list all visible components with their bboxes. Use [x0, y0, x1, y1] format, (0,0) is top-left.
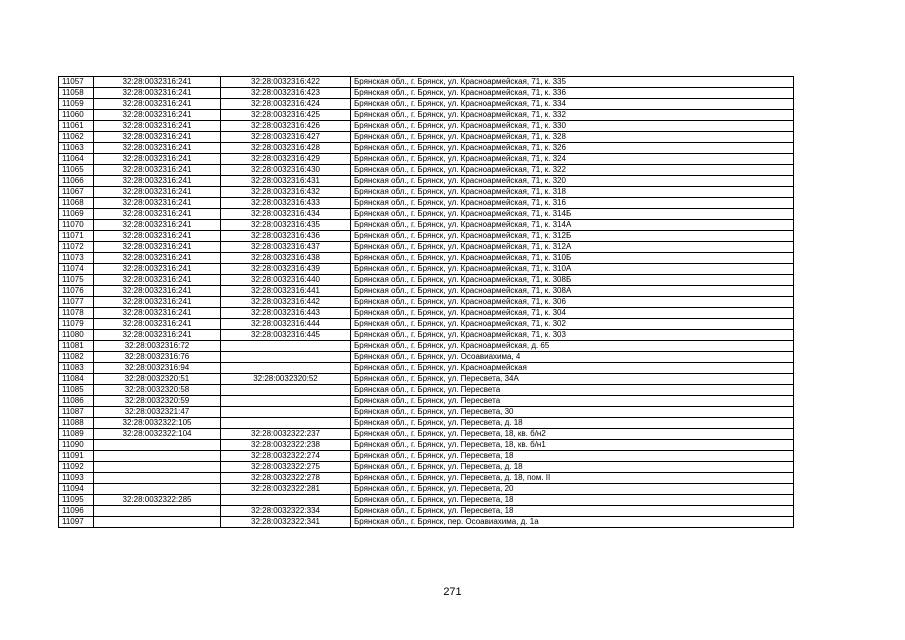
parcel-number-cell: 32:28:0032320:51 — [94, 374, 221, 385]
address-cell: Брянская обл., г. Брянск, ул. Пересвета, 18, кв. б/н1 — [351, 440, 794, 451]
row-number-cell: 11067 — [59, 187, 94, 198]
address-cell: Брянская обл., г. Брянск, ул. Осоавиахима, 4 — [351, 352, 794, 363]
parcel-number-cell: 32:28:0032316:94 — [94, 363, 221, 374]
row-number-cell: 11086 — [59, 396, 94, 407]
table-row — [59, 121, 794, 132]
parcel-number-cell: 32:28:0032316:241 — [94, 154, 221, 165]
row-number-cell: 11069 — [59, 209, 94, 220]
object-number-cell — [221, 495, 351, 506]
row-number-cell: 11075 — [59, 275, 94, 286]
parcel-number-cell: 32:28:0032316:241 — [94, 220, 221, 231]
address-cell: Брянская обл., г. Брянск, ул. Пересвета, 20 — [351, 484, 794, 495]
parcel-number-cell: 32:28:0032316:241 — [94, 319, 221, 330]
parcel-number-cell: 32:28:0032316:241 — [94, 264, 221, 275]
parcel-number-cell: 32:28:0032316:241 — [94, 187, 221, 198]
object-number-cell: 32:28:0032316:424 — [221, 99, 351, 110]
object-number-cell: 32:28:0032316:429 — [221, 154, 351, 165]
parcel-number-cell: 32:28:0032316:241 — [94, 297, 221, 308]
table-row — [59, 517, 794, 528]
address-cell: Брянская обл., г. Брянск, ул. Красноармейская, 71, к. 306 — [351, 297, 794, 308]
parcel-number-cell — [94, 473, 221, 484]
object-number-cell: 32:28:0032316:434 — [221, 209, 351, 220]
row-number-cell: 11065 — [59, 165, 94, 176]
table-row — [59, 506, 794, 517]
object-number-cell — [221, 396, 351, 407]
cadastral-table — [58, 76, 794, 528]
object-number-cell: 32:28:0032316:442 — [221, 297, 351, 308]
row-number-cell: 11080 — [59, 330, 94, 341]
object-number-cell: 32:28:0032316:438 — [221, 253, 351, 264]
row-number-cell: 11079 — [59, 319, 94, 330]
row-number-cell: 11090 — [59, 440, 94, 451]
parcel-number-cell: 32:28:0032316:241 — [94, 231, 221, 242]
row-number-cell: 11061 — [59, 121, 94, 132]
address-cell: Брянская обл., г. Брянск, ул. Красноармейская, 71, к. 310А — [351, 264, 794, 275]
table-row — [59, 220, 794, 231]
object-number-cell: 32:28:0032322:278 — [221, 473, 351, 484]
row-number-cell: 11073 — [59, 253, 94, 264]
parcel-number-cell — [94, 451, 221, 462]
table-row — [59, 110, 794, 121]
address-cell: Брянская обл., г. Брянск, ул. Красноармейская, 71, к. 310Б — [351, 253, 794, 264]
parcel-number-cell — [94, 462, 221, 473]
parcel-number-cell: 32:28:0032316:241 — [94, 132, 221, 143]
table-row — [59, 231, 794, 242]
parcel-number-cell: 32:28:0032316:241 — [94, 99, 221, 110]
address-cell: Брянская обл., г. Брянск, ул. Красноармейская, 71, к. 320 — [351, 176, 794, 187]
object-number-cell: 32:28:0032322:274 — [221, 451, 351, 462]
row-number-cell: 11094 — [59, 484, 94, 495]
object-number-cell — [221, 352, 351, 363]
table-row — [59, 440, 794, 451]
table-row — [59, 385, 794, 396]
address-cell: Брянская обл., г. Брянск, ул. Красноармейская, 71, к. 302 — [351, 319, 794, 330]
parcel-number-cell: 32:28:0032320:59 — [94, 396, 221, 407]
parcel-number-cell: 32:28:0032322:105 — [94, 418, 221, 429]
parcel-number-cell: 32:28:0032316:241 — [94, 198, 221, 209]
parcel-number-cell: 32:28:0032316:241 — [94, 253, 221, 264]
parcel-number-cell: 32:28:0032322:104 — [94, 429, 221, 440]
address-cell: Брянская обл., г. Брянск, ул. Пересвета, 30 — [351, 407, 794, 418]
table-row — [59, 396, 794, 407]
table-row — [59, 165, 794, 176]
object-number-cell: 32:28:0032316:422 — [221, 77, 351, 88]
object-number-cell: 32:28:0032316:445 — [221, 330, 351, 341]
row-number-cell: 11064 — [59, 154, 94, 165]
address-cell: Брянская обл., г. Брянск, ул. Пересвета, 18 — [351, 451, 794, 462]
table-row — [59, 429, 794, 440]
table-row — [59, 451, 794, 462]
object-number-cell: 32:28:0032316:439 — [221, 264, 351, 275]
address-cell: Брянская обл., г. Брянск, пер. Осоавиахима, д. 1а — [351, 517, 794, 528]
object-number-cell: 32:28:0032316:444 — [221, 319, 351, 330]
object-number-cell: 32:28:0032316:435 — [221, 220, 351, 231]
object-number-cell: 32:28:0032316:430 — [221, 165, 351, 176]
row-number-cell: 11058 — [59, 88, 94, 99]
object-number-cell: 32:28:0032322:334 — [221, 506, 351, 517]
object-number-cell: 32:28:0032322:341 — [221, 517, 351, 528]
table-row — [59, 407, 794, 418]
table-row — [59, 99, 794, 110]
address-cell: Брянская обл., г. Брянск, ул. Пересвета, 34А — [351, 374, 794, 385]
address-cell: Брянская обл., г. Брянск, ул. Красноармейская, д. 65 — [351, 341, 794, 352]
address-cell: Брянская обл., г. Брянск, ул. Красноармейская, 71, к. 328 — [351, 132, 794, 143]
address-cell: Брянская обл., г. Брянск, ул. Красноармейская, 71, к. 335 — [351, 77, 794, 88]
object-number-cell — [221, 363, 351, 374]
address-cell: Брянская обл., г. Брянск, ул. Красноармейская, 71, к. 326 — [351, 143, 794, 154]
row-number-cell: 11068 — [59, 198, 94, 209]
parcel-number-cell: 32:28:0032316:241 — [94, 330, 221, 341]
object-number-cell: 32:28:0032316:426 — [221, 121, 351, 132]
parcel-number-cell: 32:28:0032316:241 — [94, 209, 221, 220]
row-number-cell: 11097 — [59, 517, 94, 528]
row-number-cell: 11078 — [59, 308, 94, 319]
parcel-number-cell: 32:28:0032316:241 — [94, 143, 221, 154]
table-row — [59, 198, 794, 209]
table-row — [59, 77, 794, 88]
table-row — [59, 495, 794, 506]
object-number-cell: 32:28:0032322:275 — [221, 462, 351, 473]
address-cell: Брянская обл., г. Брянск, ул. Красноармейская, 71, к. 308А — [351, 286, 794, 297]
table-row — [59, 143, 794, 154]
table-row — [59, 88, 794, 99]
object-number-cell: 32:28:0032316:443 — [221, 308, 351, 319]
address-cell: Брянская обл., г. Брянск, ул. Красноармейская, 71, к. 330 — [351, 121, 794, 132]
table-row — [59, 363, 794, 374]
object-number-cell: 32:28:0032316:437 — [221, 242, 351, 253]
row-number-cell: 11087 — [59, 407, 94, 418]
object-number-cell: 32:28:0032316:431 — [221, 176, 351, 187]
address-cell: Брянская обл., г. Брянск, ул. Красноармейская, 71, к. 332 — [351, 110, 794, 121]
parcel-number-cell: 32:28:0032316:241 — [94, 242, 221, 253]
row-number-cell: 11093 — [59, 473, 94, 484]
address-cell: Брянская обл., г. Брянск, ул. Пересвета, д. 18 — [351, 462, 794, 473]
row-number-cell: 11096 — [59, 506, 94, 517]
parcel-number-cell: 32:28:0032316:241 — [94, 110, 221, 121]
table-row — [59, 286, 794, 297]
table-row — [59, 253, 794, 264]
address-cell: Брянская обл., г. Брянск, ул. Красноармейская, 71, к. 314А — [351, 220, 794, 231]
object-number-cell: 32:28:0032316:432 — [221, 187, 351, 198]
table-row — [59, 484, 794, 495]
table-row — [59, 341, 794, 352]
address-cell: Брянская обл., г. Брянск, ул. Красноармейская, 71, к. 316 — [351, 198, 794, 209]
table-row — [59, 374, 794, 385]
table-row — [59, 352, 794, 363]
address-cell: Брянская обл., г. Брянск, ул. Красноармейская, 71, к. 312Б — [351, 231, 794, 242]
object-number-cell: 32:28:0032316:428 — [221, 143, 351, 154]
parcel-number-cell — [94, 517, 221, 528]
parcel-number-cell: 32:28:0032316:241 — [94, 88, 221, 99]
row-number-cell: 11088 — [59, 418, 94, 429]
table-row — [59, 473, 794, 484]
address-cell: Брянская обл., г. Брянск, ул. Красноармейская, 71, к. 322 — [351, 165, 794, 176]
row-number-cell: 11083 — [59, 363, 94, 374]
row-number-cell: 11095 — [59, 495, 94, 506]
row-number-cell: 11092 — [59, 462, 94, 473]
object-number-cell: 32:28:0032316:433 — [221, 198, 351, 209]
object-number-cell — [221, 341, 351, 352]
row-number-cell: 11059 — [59, 99, 94, 110]
table-row — [59, 209, 794, 220]
row-number-cell: 11085 — [59, 385, 94, 396]
table-row — [59, 297, 794, 308]
address-cell: Брянская обл., г. Брянск, ул. Пересвета, 18 — [351, 495, 794, 506]
table-body — [59, 77, 794, 528]
object-number-cell: 32:28:0032320:52 — [221, 374, 351, 385]
table-row — [59, 132, 794, 143]
table-row — [59, 187, 794, 198]
address-cell: Брянская обл., г. Брянск, ул. Красноармейская, 71, к. 314Б — [351, 209, 794, 220]
object-number-cell — [221, 407, 351, 418]
parcel-number-cell: 32:28:0032316:241 — [94, 286, 221, 297]
parcel-number-cell: 32:28:0032316:241 — [94, 121, 221, 132]
parcel-number-cell: 32:28:0032316:241 — [94, 165, 221, 176]
parcel-number-cell — [94, 440, 221, 451]
row-number-cell: 11071 — [59, 231, 94, 242]
table-row — [59, 418, 794, 429]
row-number-cell: 11081 — [59, 341, 94, 352]
row-number-cell: 11066 — [59, 176, 94, 187]
parcel-number-cell: 32:28:0032321:47 — [94, 407, 221, 418]
address-cell: Брянская обл., г. Брянск, ул. Красноармейская — [351, 363, 794, 374]
row-number-cell: 11070 — [59, 220, 94, 231]
row-number-cell: 11077 — [59, 297, 94, 308]
table-row — [59, 154, 794, 165]
table-row — [59, 264, 794, 275]
parcel-number-cell — [94, 484, 221, 495]
row-number-cell: 11063 — [59, 143, 94, 154]
table-row — [59, 319, 794, 330]
address-cell: Брянская обл., г. Брянск, ул. Пересвета, 18 — [351, 506, 794, 517]
table-row — [59, 462, 794, 473]
object-number-cell: 32:28:0032316:440 — [221, 275, 351, 286]
parcel-number-cell: 32:28:0032322:285 — [94, 495, 221, 506]
table-row — [59, 275, 794, 286]
address-cell: Брянская обл., г. Брянск, ул. Красноармейская, 71, к. 336 — [351, 88, 794, 99]
address-cell: Брянская обл., г. Брянск, ул. Красноармейская, 71, к. 303 — [351, 330, 794, 341]
object-number-cell: 32:28:0032316:425 — [221, 110, 351, 121]
parcel-number-cell: 32:28:0032320:58 — [94, 385, 221, 396]
table-row — [59, 242, 794, 253]
parcel-number-cell: 32:28:0032316:241 — [94, 176, 221, 187]
address-cell: Брянская обл., г. Брянск, ул. Красноармейская, 71, к. 324 — [351, 154, 794, 165]
address-cell: Брянская обл., г. Брянск, ул. Красноармейская, 71, к. 334 — [351, 99, 794, 110]
row-number-cell: 11057 — [59, 77, 94, 88]
row-number-cell: 11091 — [59, 451, 94, 462]
address-cell: Брянская обл., г. Брянск, ул. Красноармейская, 71, к. 304 — [351, 308, 794, 319]
object-number-cell: 32:28:0032316:436 — [221, 231, 351, 242]
object-number-cell: 32:28:0032316:441 — [221, 286, 351, 297]
object-number-cell: 32:28:0032322:238 — [221, 440, 351, 451]
row-number-cell: 11074 — [59, 264, 94, 275]
row-number-cell: 11072 — [59, 242, 94, 253]
object-number-cell: 32:28:0032316:423 — [221, 88, 351, 99]
object-number-cell: 32:28:0032316:427 — [221, 132, 351, 143]
row-number-cell: 11076 — [59, 286, 94, 297]
row-number-cell: 11084 — [59, 374, 94, 385]
row-number-cell: 11082 — [59, 352, 94, 363]
parcel-number-cell: 32:28:0032316:241 — [94, 77, 221, 88]
object-number-cell — [221, 418, 351, 429]
row-number-cell: 11062 — [59, 132, 94, 143]
table-row — [59, 308, 794, 319]
address-cell: Брянская обл., г. Брянск, ул. Пересвета, д. 18 — [351, 418, 794, 429]
address-cell: Брянская обл., г. Брянск, ул. Красноармейская, 71, к. 312А — [351, 242, 794, 253]
parcel-number-cell: 32:28:0032316:241 — [94, 275, 221, 286]
address-cell: Брянская обл., г. Брянск, ул. Пересвета — [351, 385, 794, 396]
object-number-cell: 32:28:0032322:237 — [221, 429, 351, 440]
row-number-cell: 11089 — [59, 429, 94, 440]
table-row — [59, 176, 794, 187]
object-number-cell — [221, 385, 351, 396]
address-cell: Брянская обл., г. Брянск, ул. Пересвета, 18, кв. б/н2 — [351, 429, 794, 440]
object-number-cell: 32:28:0032322:281 — [221, 484, 351, 495]
row-number-cell: 11060 — [59, 110, 94, 121]
table-row — [59, 330, 794, 341]
address-cell: Брянская обл., г. Брянск, ул. Пересвета — [351, 396, 794, 407]
parcel-number-cell: 32:28:0032316:72 — [94, 341, 221, 352]
parcel-number-cell: 32:28:0032316:241 — [94, 308, 221, 319]
parcel-number-cell: 32:28:0032316:76 — [94, 352, 221, 363]
page-number: 271 — [443, 586, 462, 598]
address-cell: Брянская обл., г. Брянск, ул. Красноармейская, 71, к. 318 — [351, 187, 794, 198]
parcel-number-cell — [94, 506, 221, 517]
address-cell: Брянская обл., г. Брянск, ул. Пересвета, д. 18, пом. II — [351, 473, 794, 484]
address-cell: Брянская обл., г. Брянск, ул. Красноармейская, 71, к. 308Б — [351, 275, 794, 286]
